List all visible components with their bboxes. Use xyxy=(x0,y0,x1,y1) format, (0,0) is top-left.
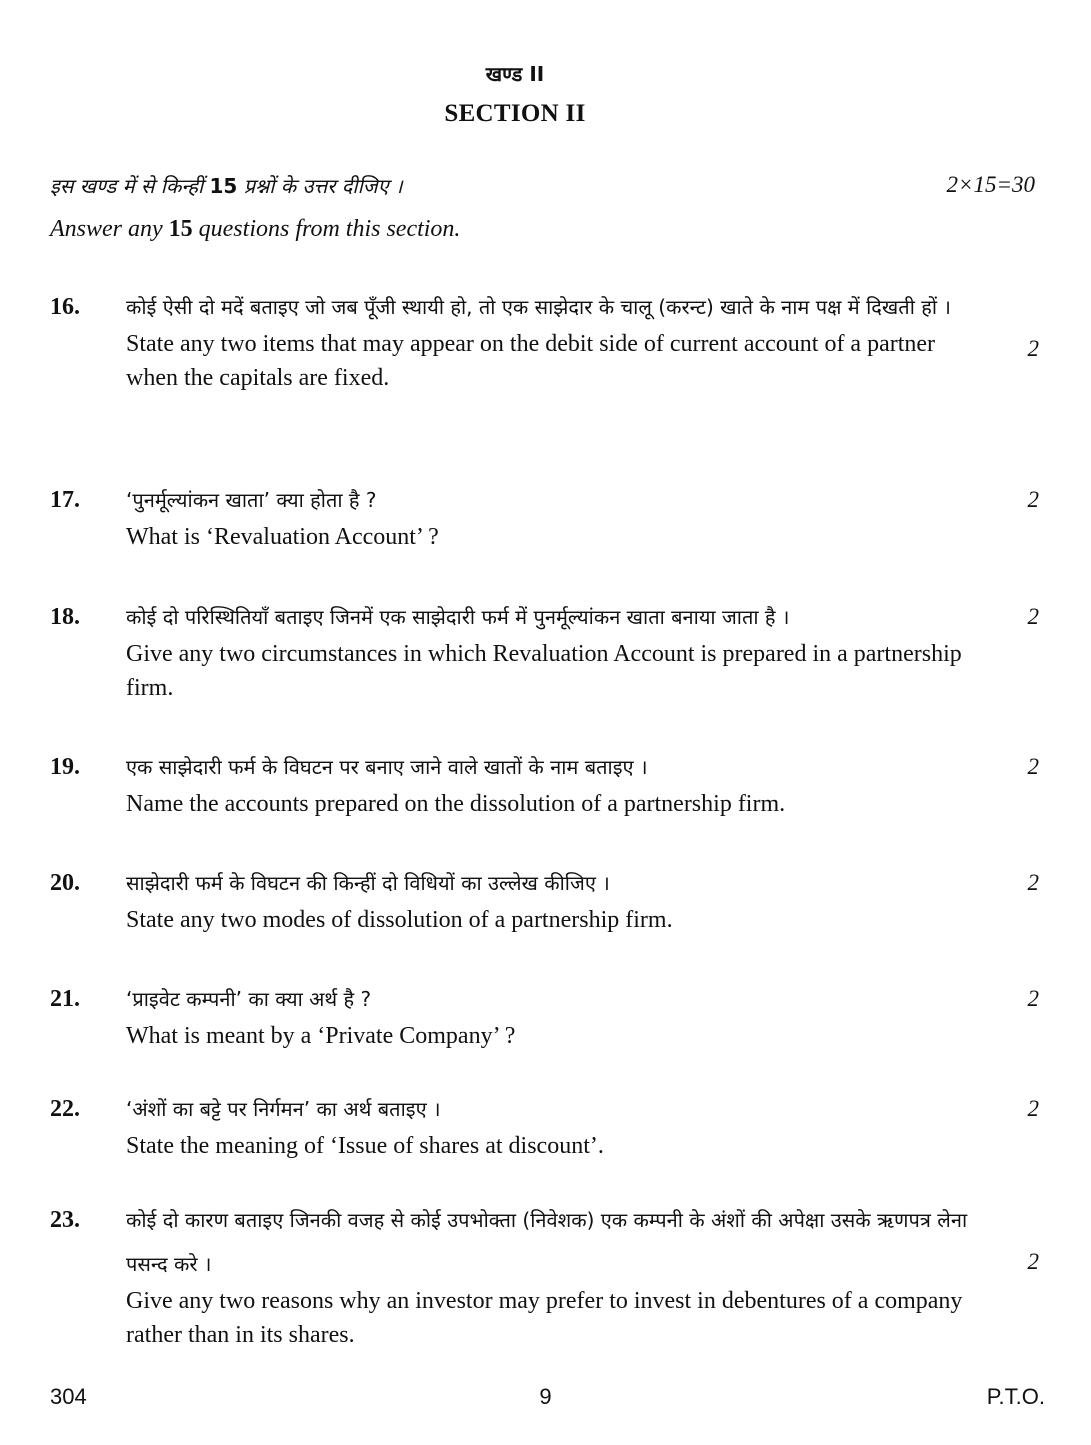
instruction-hindi-pre: इस खण्ड में से किन्हीं xyxy=(50,174,210,198)
question-text-english: State the meaning of ‘Issue of shares at discount’. xyxy=(126,1133,604,1159)
question-text-english: Give any two circumstances in which Revaluation Account is prepared in a partnership firm. xyxy=(126,641,962,701)
question-text-hindi: ‘पुनर्मूल्यांकन खाता’ क्या होता है ? xyxy=(126,488,377,512)
question-body xyxy=(126,1207,986,1352)
question-text-hindi: ‘प्राइवेट कम्पनी’ का क्या अर्थ है ? xyxy=(126,987,372,1011)
question-text-hindi: एक साझेदारी फर्म के विघटन पर बनाए जाने वाले खातों के नाम बताइए । xyxy=(126,755,648,779)
question-text-english: What is meant by a ‘Private Company’ ? xyxy=(126,1023,516,1049)
question-body xyxy=(126,294,986,395)
question-text-english: State any two modes of dissolution of a partnership firm. xyxy=(126,907,673,933)
question-marks: 2 xyxy=(1027,870,1039,895)
instruction-english xyxy=(50,216,460,243)
page-number: 9 xyxy=(539,1384,552,1409)
question-marks: 2 xyxy=(1027,1249,1039,1274)
question-text-hindi: कोई ऐसी दो मदें बताइए जो जब पूँजी स्थायी हो, तो एक साझेदार के चालू (करन्ट) खाते के नाम पक्ष में दिखती हों । xyxy=(126,295,951,319)
question-text-english: State any two items that may appear on the debit side of current account of a partner when the capitals are fixed. xyxy=(126,331,936,391)
question-number: 19. xyxy=(50,754,80,780)
question-marks: 2 xyxy=(1027,604,1039,629)
question-marks: 2 xyxy=(1027,487,1039,512)
section-marks: 2×15=30 xyxy=(946,172,1035,197)
question-text-hindi: कोई दो कारण बताइए जिनकी वजह से कोई उपभोक्ता (निवेशक) एक कम्पनी के अंशों की अपेक्षा उसके ऋणपत्र लेना पसन्द करे । xyxy=(126,1208,968,1276)
question-number: 22. xyxy=(50,1096,80,1122)
question-text-hindi: कोई दो परिस्थितियाँ बताइए जिनमें एक साझेदारी फर्म में पुनर्मूल्यांकन खाता बनाया जाता है । xyxy=(126,605,790,629)
question-marks: 2 xyxy=(1027,754,1039,779)
question-number: 16. xyxy=(50,294,80,320)
question-marks: 2 xyxy=(1027,986,1039,1011)
question-number: 17. xyxy=(50,487,80,513)
question-marks: 2 xyxy=(1027,336,1039,361)
instruction-english-pre: Answer any xyxy=(50,216,169,242)
instruction-english-post: questions from this section. xyxy=(192,216,461,242)
question-number: 20. xyxy=(50,870,80,896)
section-heading-english: SECTION II xyxy=(444,100,586,127)
question-body xyxy=(126,487,986,554)
section-heading-hindi: खण्ड II xyxy=(485,62,545,86)
question-text-hindi: साझेदारी फर्म के विघटन की किन्हीं दो विधियों का उल्लेख कीजिए । xyxy=(126,871,610,895)
instruction-english-count: 15 xyxy=(168,216,193,242)
question-number: 18. xyxy=(50,604,80,630)
question-body xyxy=(126,870,986,937)
question-body xyxy=(126,604,986,705)
question-body xyxy=(126,986,986,1053)
instruction-hindi-count: 15 xyxy=(209,174,238,198)
question-number: 23. xyxy=(50,1207,80,1233)
question-text-english: What is ‘Revaluation Account’ ? xyxy=(126,524,439,550)
question-body xyxy=(126,754,986,821)
question-body xyxy=(126,1096,986,1163)
instruction-hindi-post: प्रश्नों के उत्तर दीजिए । xyxy=(237,174,403,198)
question-marks: 2 xyxy=(1027,1096,1039,1121)
question-text-english: Give any two reasons why an investor may prefer to invest in debentures of a company rather than in its shares. xyxy=(126,1288,963,1348)
paper-code: 304 xyxy=(50,1384,87,1409)
question-text-english: Name the accounts prepared on the dissolution of a partnership firm. xyxy=(126,791,786,817)
pto-label: P.T.O. xyxy=(986,1384,1045,1409)
question-number: 21. xyxy=(50,986,80,1012)
question-text-hindi: ‘अंशों का बट्टे पर निर्गमन’ का अर्थ बताइए । xyxy=(126,1097,441,1121)
instruction-hindi xyxy=(50,172,403,199)
